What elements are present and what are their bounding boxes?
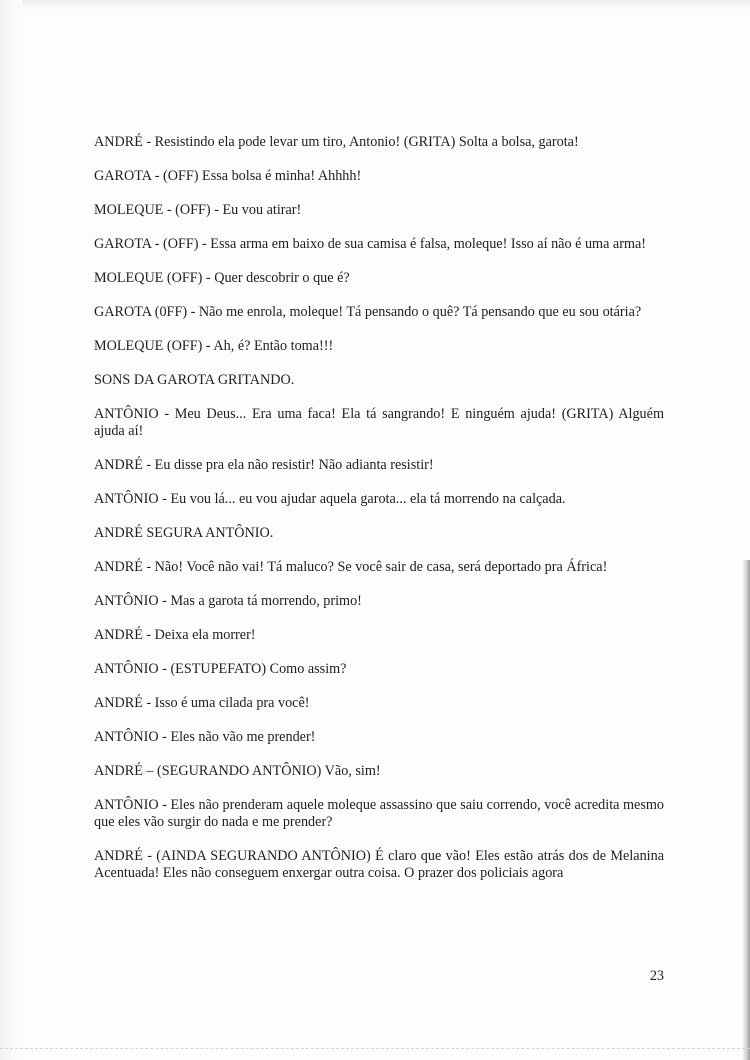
dialogue-line: ANTÔNIO - Eles não prenderam aquele moleque assassino que saiu correndo, você acredita mesmo que eles vão surgir do nada e me prender? <box>94 797 664 830</box>
dialogue-line: ANDRÉ - Eu disse pra ela não resistir! Não adianta resistir! <box>94 457 434 473</box>
scan-edge-top <box>0 0 750 10</box>
dialogue-line: MOLEQUE (OFF) - Quer descobrir o que é? <box>94 270 350 286</box>
dialogue-line: ANTÔNIO - Meu Deus... Era uma faca! Ela tá sangrando! E ninguém ajuda! (GRITA) Alguém ajuda aí! <box>94 406 664 439</box>
script-body <box>94 134 664 882</box>
dialogue-line: ANTÔNIO - Eu vou lá... eu vou ajudar aquela garota... ela tá morrendo na calçada. <box>94 491 566 507</box>
dialogue-line: ANDRÉ - Resistindo ela pode levar um tiro, Antonio! (GRITA) Solta a bolsa, garota! <box>94 134 579 150</box>
dialogue-line: MOLEQUE (OFF) - Ah, é? Então toma!!! <box>94 338 334 354</box>
dialogue-line: ANTÔNIO - Eles não vão me prender! <box>94 729 316 745</box>
stage-direction: SONS DA GAROTA GRITANDO. <box>94 372 295 388</box>
dialogue-line: ANDRÉ - Não! Você não vai! Tá maluco? Se você sair de casa, será deportado pra África! <box>94 559 608 575</box>
scan-edge-bottom <box>0 1048 750 1050</box>
dialogue-line: GAROTA (0FF) - Não me enrola, moleque! Tá pensando o quê? Tá pensando que eu sou otária? <box>94 304 642 320</box>
dialogue-line: ANTÔNIO - (ESTUPEFATO) Como assim? <box>94 661 347 677</box>
stage-direction: ANDRÉ SEGURA ANTÔNIO. <box>94 525 274 541</box>
scan-edge-right <box>742 560 750 1060</box>
dialogue-line: ANDRÉ - Isso é uma cilada pra você! <box>94 695 310 711</box>
dialogue-line: GAROTA - (OFF) - Essa arma em baixo de sua camisa é falsa, moleque! Isso aí não é uma arma! <box>94 236 647 252</box>
dialogue-line: ANDRÉ - Deixa ela morrer! <box>94 627 256 643</box>
dialogue-line: ANDRÉ – (SEGURANDO ANTÔNIO) Vão, sim! <box>94 763 381 779</box>
dialogue-line: MOLEQUE - (OFF) - Eu vou atirar! <box>94 202 302 218</box>
dialogue-line: ANDRÉ - (AINDA SEGURANDO ANTÔNIO) É claro que vão! Eles estão atrás dos de Melanina Acentuada! Eles não conseguem enxergar outra coisa. O prazer dos policiais agora <box>94 848 664 881</box>
page-number: 23 <box>649 968 664 984</box>
dialogue-line: GAROTA - (OFF) Essa bolsa é minha! Ahhhh! <box>94 168 362 184</box>
scan-edge-left <box>0 0 22 1060</box>
dialogue-line: ANTÔNIO - Mas a garota tá morrendo, primo! <box>94 593 362 609</box>
